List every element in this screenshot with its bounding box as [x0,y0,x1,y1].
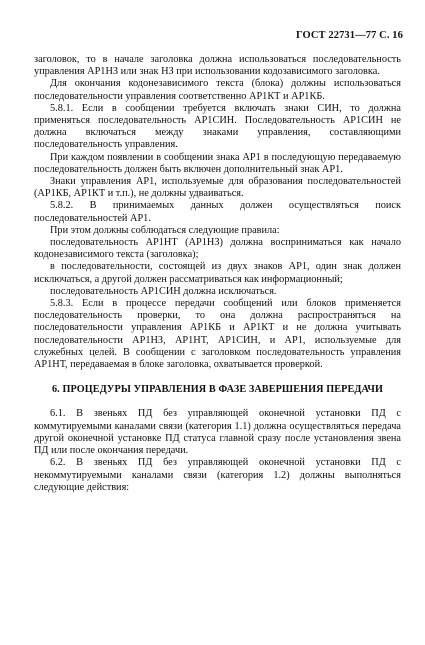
section-heading: 6. ПРОЦЕДУРЫ УПРАВЛЕНИЯ В ФАЗЕ ЗАВЕРШЕНИЯ ПЕРЕДАЧИ [51,384,384,396]
paragraph: 5.8.1. Если в сообщении требуется включать знаки СИН, то должна применяться последовательность АР1СИН. Последовательность АР1СИН не должна включаться между знаками управления, составляющими последовательность управления. [34,102,401,151]
paragraph: Для окончания кодонезависимого текста (блока) должны использоваться последовательности управления соответственно АР1КТ и АР1КБ. [34,78,401,102]
paragraph: 5.8.2. В принимаемых данных должен осуществляться поиск последовательностей АР1. [34,200,401,224]
document-body [34,54,401,494]
paragraph: При этом должны соблюдаться следующие правила: [50,224,280,236]
page-header: ГОСТ 22731—77 С. 16 [295,30,403,41]
paragraph: заголовок, то в начале заголовка должна использоваться последовательность управления АР1НЗ или знак НЗ при использовании кодозависимого заголовка. [34,54,401,78]
paragraph: Знаки управления АР1, используемые для образования последовательностей (АР1КБ, АР1КТ и т.п.), не должны удваиваться. [34,176,401,200]
paragraph: При каждом появлении в сообщении знака АР1 в последующую передаваемую последовательность должен быть включен дополнительный знак АР1. [34,151,401,175]
paragraph: 6.1. В звеньях ПД без управляющей оконечной установки ПД с коммутируемыми каналами связи (категория 1.1) должна осуществляться передача другой оконечной установке ПД статуса главной сразу после установления звена ПД или после окончания передачи. [34,408,401,457]
paragraph: последовательность АР1НТ (АР1НЗ) должна восприниматься как начало кодонезависимого текста (заголовка); [34,237,401,261]
paragraph: 5.8.3. Если в процессе передачи сообщений или блоков применяется последовательность проверки, то она должна распространяться на последовательности управления АР1КБ и АР1КТ и не должна учитывать последовательности АР1НЗ, АР1НТ, АР1СИН, и АР1, используемые для служебных целей. В сообщении с заголовком последовательность управления АР1НТ, передаваемая в блоке заголовка, охватывается проверкой. [34,298,401,371]
paragraph: в последовательности, состоящей из двух знаков АР1, один знак должен исключаться, а другой должен рассматриваться как информационный; [34,261,401,285]
paragraph: последовательность АР1СИН должна исключаться. [50,285,277,297]
paragraph: 6.2. В звеньях ПД без управляющей оконечной установки ПД с некоммутируемыми каналами связи (категория 1.2) должны выполняться следующие действия: [34,457,401,493]
